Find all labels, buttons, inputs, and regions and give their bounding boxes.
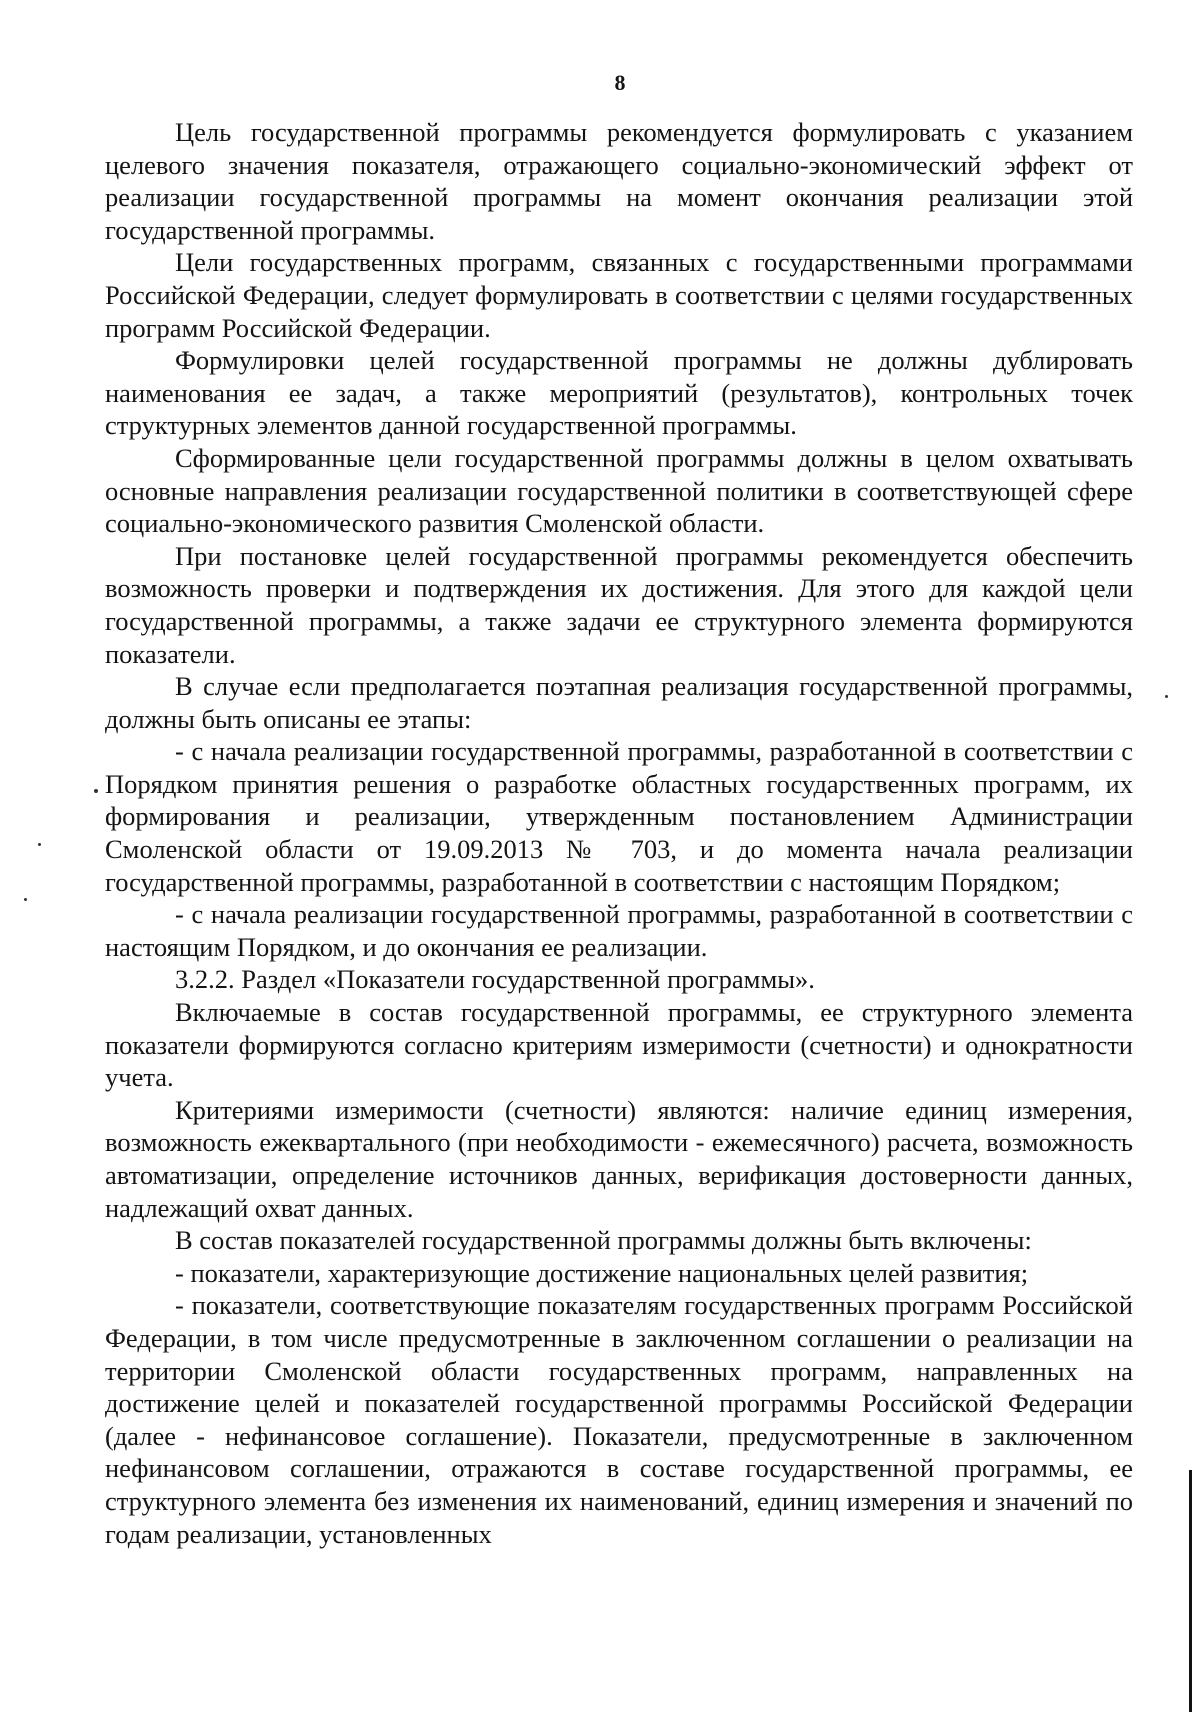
document-body	[105, 116, 1133, 1550]
scan-speck	[38, 843, 41, 846]
paragraph-1: Цель государственной программы рекомендуется формулировать с указанием целевого значения показателя, отражающего социально-экономический эффект от реализации государственной программы на момент окончания реализации этой государственной программы.	[105, 117, 1133, 245]
list-item-stage-1: - с начала реализации государственной программы, разработанной в соответствии с Порядком принятия решения о разработке областных государственных программ, их формирования и реализации, утвержденным постановлением Администрации Смоленской области от 19.09.2013 № 703, и до момента начала реализации государственной программы, разработанной в соответствии с настоящим Порядком;	[105, 736, 1133, 897]
scan-speck	[24, 898, 27, 901]
scan-speck	[94, 789, 98, 793]
paragraph-11: Критериями измеримости (счетности) являются: наличие единиц измерения, возможность ежеквартального (при необходимости - ежемесячного) расчета, возможность автоматизации, определение источников данных, верификация достоверности данных, надлежащий охват данных.	[105, 1094, 1133, 1223]
list-item-stage-2: - с начала реализации государственной программы, разработанной в соответствии с настоящим Порядком, и до окончания ее реализации.	[105, 899, 1133, 962]
scan-edge-line	[1189, 1470, 1192, 1712]
paragraph-10: Включаемые в состав государственной программы, ее структурного элемента показатели формируются согласно критериям измеримости (счетности) и однократности учета.	[105, 997, 1133, 1093]
paragraph-4: Сформированные цели государственной программы должны в целом охватывать основные направления реализации государственной политики в соответствующей сфере социально-экономического развития Смоленской области.	[105, 442, 1133, 539]
paragraph-6: В случае если предполагается поэтапная реализация государственной программы, должны быть описаны ее этапы:	[105, 671, 1133, 734]
paragraph-2: Цели государственных программ, связанных с государственными программами Российской Федерации, следует формулировать в соответствии с целями государственных программ Российской Федерации.	[105, 247, 1133, 343]
list-item-indicators-1: - показатели, характеризующие достижение национальных целей развития;	[175, 1257, 1029, 1288]
paragraph-5: При постановке целей государственной программы рекомендуется обеспечить возможность проверки и подтверждения их достижения. Для этого для каждой цели государственной программы, а также задачи ее структурного элемента формируются показатели.	[105, 540, 1133, 669]
scan-speck	[1165, 695, 1168, 698]
section-heading: 3.2.2. Раздел «Показатели государственной программы».	[175, 964, 815, 995]
paragraph-3: Формулировки целей государственной программы не должны дублировать наименования ее задач, а также мероприятий (результатов), контрольных точек структурных элементов данной государственной программы.	[105, 345, 1133, 441]
paragraph-12: В состав показателей государственной программы должны быть включены:	[175, 1225, 1032, 1256]
page-number: 8	[614, 70, 626, 95]
list-item-indicators-2: - показатели, соответствующие показателям государственных программ Российской Федерации, в том числе предусмотренные в заключенном соглашении о реализации на территории Смоленской области государственных программ, направленных на достижение целей и показателей государственной программы Российской Федерации (далее - нефинансовое соглашение). Показатели, предусмотренные в заключенном нефинансовом соглашении, отражаются в составе государственной программы, ее структурного элемента без изменения их наименований, единиц измерения и значений по годам реализации, установленных	[105, 1290, 1133, 1549]
